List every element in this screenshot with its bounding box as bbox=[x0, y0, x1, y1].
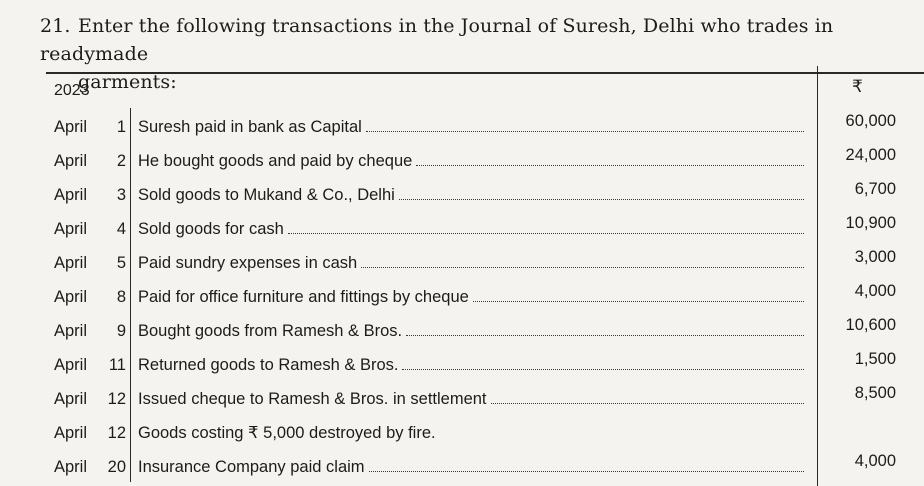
row-month: April bbox=[54, 458, 88, 476]
row-description bbox=[138, 388, 804, 410]
row-day: 8 bbox=[116, 288, 126, 306]
row-day: 3 bbox=[116, 186, 126, 204]
row-amount: 10,600 bbox=[845, 316, 896, 334]
transaction-row bbox=[0, 448, 924, 482]
row-description bbox=[138, 184, 804, 206]
row-amount: 4,000 bbox=[854, 282, 896, 300]
row-month: April bbox=[54, 220, 88, 238]
row-day: 12 bbox=[107, 390, 126, 408]
date-divider bbox=[130, 414, 131, 448]
question-line-1-text: Enter the following transactions in the Journal of Suresh, Delhi who trades in readymade bbox=[40, 15, 834, 65]
row-description-text: Bought goods from Ramesh & Bros. bbox=[138, 322, 403, 340]
transaction-row bbox=[0, 380, 924, 414]
row-description bbox=[138, 116, 804, 138]
date-divider bbox=[130, 142, 131, 176]
date-divider bbox=[130, 176, 131, 210]
dotted-leader bbox=[473, 287, 804, 302]
row-description-text: Suresh paid in bank as Capital bbox=[138, 118, 362, 136]
row-month: April bbox=[54, 424, 88, 442]
dotted-leader bbox=[369, 457, 804, 472]
row-description bbox=[138, 252, 804, 274]
row-month: April bbox=[54, 356, 88, 374]
row-description-text: Sold goods for cash bbox=[138, 220, 284, 238]
row-description bbox=[138, 354, 804, 376]
question-line-1 bbox=[40, 12, 920, 68]
date-divider bbox=[130, 448, 131, 482]
row-description bbox=[138, 320, 804, 342]
row-month: April bbox=[54, 254, 88, 272]
row-amount: 6,700 bbox=[854, 180, 896, 198]
row-description-text: He bought goods and paid by cheque bbox=[138, 152, 413, 170]
row-month: April bbox=[54, 118, 88, 136]
transaction-row bbox=[0, 414, 924, 448]
row-description-text: Paid for office furniture and fittings by cheque bbox=[138, 288, 469, 306]
row-day: 20 bbox=[107, 458, 126, 476]
transaction-row bbox=[0, 176, 924, 210]
row-amount: 8,500 bbox=[854, 384, 896, 402]
question-line-2: garments: bbox=[78, 71, 177, 93]
dotted-leader bbox=[288, 219, 804, 234]
date-divider bbox=[130, 244, 131, 278]
transaction-row bbox=[0, 244, 924, 278]
transaction-row bbox=[0, 142, 924, 176]
transaction-row bbox=[0, 108, 924, 142]
row-description bbox=[138, 150, 804, 172]
currency-header: ₹ bbox=[852, 77, 863, 97]
row-amount: 1,500 bbox=[854, 350, 896, 368]
dotted-leader bbox=[416, 151, 804, 166]
dotted-leader bbox=[491, 389, 804, 404]
dotted-leader bbox=[366, 117, 804, 132]
dotted-leader bbox=[399, 185, 804, 200]
row-month: April bbox=[54, 152, 88, 170]
date-divider bbox=[130, 210, 131, 244]
transaction-row bbox=[0, 312, 924, 346]
row-description-text: Goods costing ₹ 5,000 destroyed by fire. bbox=[138, 424, 436, 442]
row-amount: 24,000 bbox=[845, 146, 896, 164]
transaction-row bbox=[0, 278, 924, 312]
row-month: April bbox=[54, 288, 88, 306]
row-day: 5 bbox=[116, 254, 126, 272]
transaction-row bbox=[0, 210, 924, 244]
row-day: 1 bbox=[116, 118, 126, 136]
year-header: 2023 bbox=[54, 82, 90, 99]
row-description-text: Issued cheque to Ramesh & Bros. in settlement bbox=[138, 390, 487, 408]
question-number: 21. bbox=[40, 15, 71, 37]
row-amount: 10,900 bbox=[845, 214, 896, 232]
row-day: 4 bbox=[116, 220, 126, 238]
row-description-text: Insurance Company paid claim bbox=[138, 458, 365, 476]
row-description-text: Paid sundry expenses in cash bbox=[138, 254, 358, 272]
date-divider bbox=[130, 108, 131, 142]
row-day: 2 bbox=[116, 152, 126, 170]
dotted-leader bbox=[361, 253, 804, 268]
row-month: April bbox=[54, 322, 88, 340]
row-month: April bbox=[54, 186, 88, 204]
row-description-text: Sold goods to Mukand & Co., Delhi bbox=[138, 186, 395, 204]
transaction-row bbox=[0, 346, 924, 380]
date-divider bbox=[130, 278, 131, 312]
date-divider bbox=[130, 380, 131, 414]
date-divider bbox=[130, 346, 131, 380]
table-top-rule bbox=[46, 72, 924, 74]
row-day: 9 bbox=[116, 322, 126, 340]
row-description bbox=[138, 422, 804, 444]
row-description bbox=[138, 218, 804, 240]
row-day: 12 bbox=[107, 424, 126, 442]
date-divider bbox=[130, 312, 131, 346]
row-description bbox=[138, 456, 804, 478]
row-description bbox=[138, 286, 804, 308]
row-description-text: Returned goods to Ramesh & Bros. bbox=[138, 356, 399, 374]
row-amount: 3,000 bbox=[854, 248, 896, 266]
row-month: April bbox=[54, 390, 88, 408]
dotted-leader bbox=[406, 321, 804, 336]
row-amount: 60,000 bbox=[845, 112, 896, 130]
row-day: 11 bbox=[108, 356, 126, 374]
question-text bbox=[40, 12, 920, 96]
row-amount: 4,000 bbox=[854, 452, 896, 470]
dotted-leader bbox=[402, 355, 804, 370]
